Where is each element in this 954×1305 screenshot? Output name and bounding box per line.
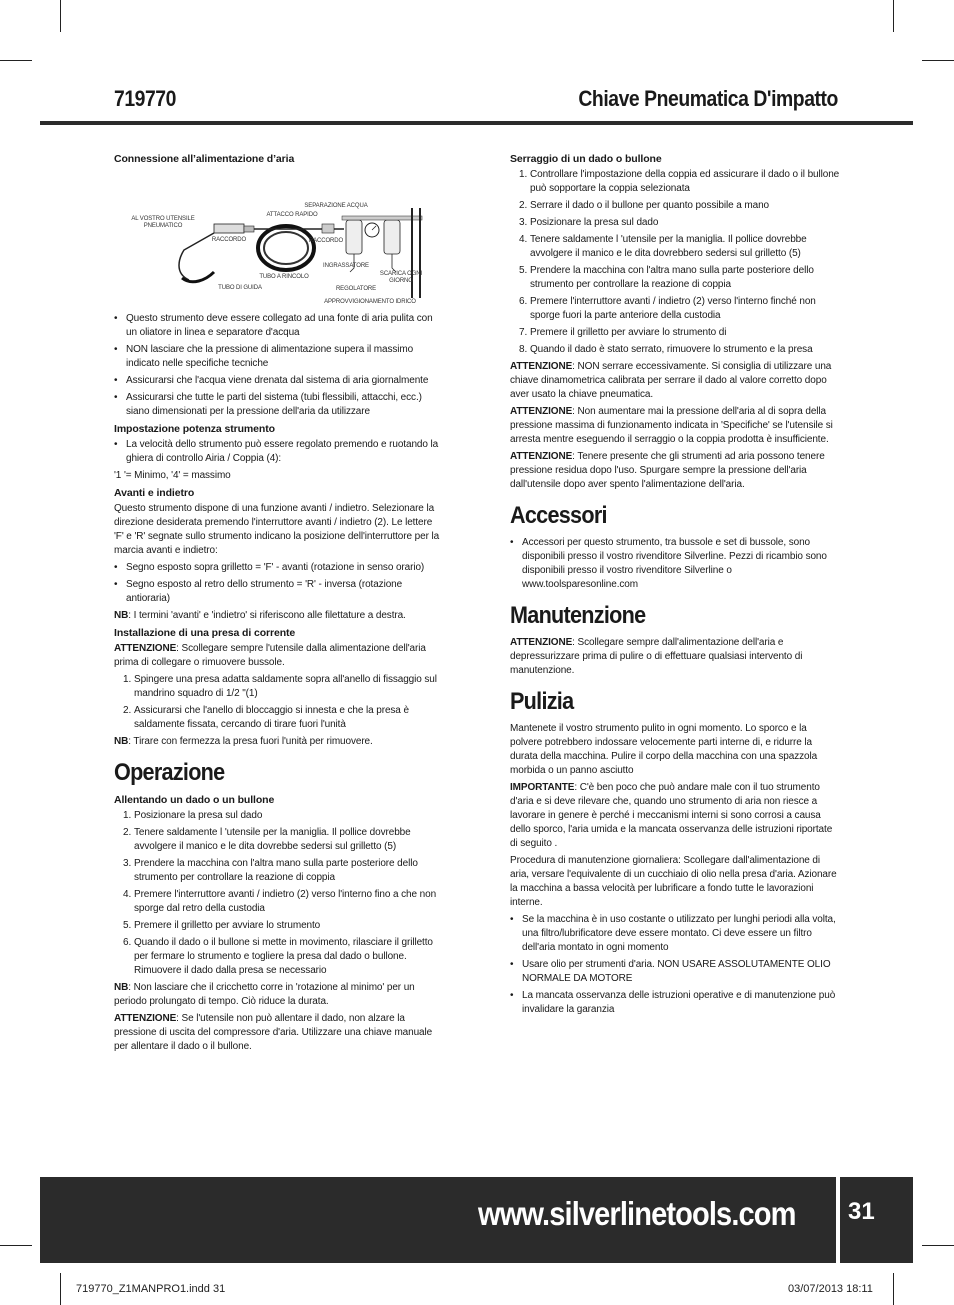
step-number: 2. [123, 827, 132, 838]
step-number: 6. [519, 296, 528, 307]
list-item [114, 704, 444, 732]
header-rule [40, 121, 913, 125]
attenzione-label: ATTENZIONE [510, 406, 573, 417]
label-regolatore: REGOLATORE [335, 286, 377, 292]
list-item: • NON lasciare che la pressione di alimentazione supera il massimo indicato nelle specifiche tecniche [114, 343, 444, 371]
connessione-bullets [114, 312, 444, 419]
list-item [114, 857, 444, 885]
impostazione-heading: Impostazione potenza strumento [114, 423, 275, 435]
crop-mark [893, 1273, 894, 1305]
list-item: • Questo strumento deve essere collegato ad una fonte di aria pulita con un oliatore in linea e separatore d'acqua [114, 312, 444, 340]
step-number: 2. [123, 705, 132, 716]
attenzione-text: : Non aumentare mai la pressione dell'aria al di sopra della pressione massima di funzionamento indicata in 'Specifiche' se l'utensile si arresta mentre eseguendo il serraggio o la coppia prodotta è insufficiente. [510, 406, 833, 445]
step-number: 2. [519, 200, 528, 211]
air-supply-diagram-graphic [114, 168, 444, 308]
allentando-heading: Allentando un dado o un bullone [114, 794, 275, 806]
step-text: Quando il dado è stato serrato, rimuovere lo strumento e la presa [530, 344, 813, 355]
serraggio-attenzione-1 [510, 360, 840, 402]
slug-file: 719770_Z1MANPRO1.indd 31 [76, 1283, 226, 1295]
crop-mark [922, 60, 954, 61]
nb-text: : I termini 'avanti' e 'indietro' si riferiscono alle filettature a destra. [128, 610, 406, 621]
allentando-nb [114, 981, 444, 1009]
step-text: Controllare l'impostazione della coppia ed assicurare il dado o il bullone può sopportare la coppia selezionata [530, 169, 840, 194]
attenzione-text: : Se l'utensile non può allentare il dado, non alzare la pressione di uscita del compressore d'aria. Utilizzare una chiave manuale per allentare il dado o il bullone. [114, 1013, 433, 1052]
pulizia-paragraph: Mantenete il vostro strumento pulito in ogni momento. Lo sporco e la polvere potrebbero indossare velocemente parti interne di, e ridurre la durata della macchina. Pulire il corpo della macchina con una spazzola morbida o un panno asciutto [510, 723, 818, 776]
installazione-nb [114, 735, 444, 749]
label-al-vostro: AL VOSTRO UTENSILE PNEUMATICO [131, 216, 195, 229]
step-number: 4. [123, 889, 132, 900]
nb-label: NB [114, 736, 129, 747]
step-text: Serrare il dado o il bullone per quanto possibile a mano [530, 200, 770, 211]
attenzione-text: : Scollegare sempre dall'alimentazione dell'aria e depressurizzare prima di pulire o di effettuare qualsiasi intervento di manutenzione. [510, 637, 803, 676]
attenzione-label: ATTENZIONE [510, 451, 573, 462]
step-number: 1. [123, 810, 132, 821]
air-supply-diagram [114, 168, 444, 308]
manutenzione-heading: Manutenzione [510, 602, 646, 629]
attenzione-text: : NON serrare eccessivamente. Si consiglia di utilizzare una chiave dinamometrica calibrata per serrare il dado al valore corretto dopo aver usato la chiave pneumatica. [510, 361, 832, 400]
accessori-heading: Accessori [510, 502, 607, 529]
installazione-heading: Installazione di una presa di corrente [114, 627, 296, 639]
website-url[interactable]: www.silverlinetools.com [478, 1195, 796, 1232]
list-item [114, 919, 444, 933]
step-number: 6. [123, 937, 132, 948]
right-column [510, 152, 840, 1020]
list-item [114, 826, 444, 854]
step-number: 5. [519, 265, 528, 276]
step-number: 4. [519, 234, 528, 245]
attenzione-label: ATTENZIONE [114, 1013, 177, 1024]
label-raccordo-2: RACCORDO [308, 238, 344, 244]
step-text: Premere l'interruttore avanti / indietro (2) verso l'interno fino a che non sporge dal retro della custodia [134, 889, 437, 914]
allentando-attenzione [114, 1012, 444, 1054]
list-item [114, 936, 444, 978]
list-item: • Segno esposto sopra grilletto = 'F' - avanti (rotazione in senso orario) [114, 561, 444, 575]
importante-label: IMPORTANTE [510, 782, 575, 793]
installazione-attenzione [114, 642, 444, 670]
serraggio-steps [510, 168, 840, 357]
pulizia-heading: Pulizia [510, 688, 574, 715]
step-number: 3. [519, 217, 528, 228]
crop-mark [0, 1245, 32, 1246]
list-item [510, 233, 840, 261]
label-raccordo-1: RACCORDO [211, 237, 247, 243]
list-item [114, 888, 444, 916]
list-item: • Accessori per questo strumento, tra bussole e set di bussole, sono disponibili presso il vostro rivenditore Silverline. Pezzi di ricambio sono disponibili presso il vostro rivenditore Silverline o www.toolsparesonline.com [510, 536, 840, 592]
connessione-heading: Connessione all’alimentazione d’aria [114, 153, 295, 165]
list-item: • La velocità dello strumento può essere regolato premendo e ruotando la ghiera di controllo Airia / Coppia (4): [114, 438, 444, 466]
serraggio-heading: Serraggio di un dado o bullone [510, 153, 662, 165]
importante-text: : C'è ben poco che può andare male con il tuo strumento d'aria e si deve rilevare che, quando uno strumento di aria non riesce a lavorare in genere è perché i meccanismi interni si sono corrosi a causa dello sporco, l'aria umida e la mancata osservanza delle istruzioni riportate di seguito . [510, 782, 833, 849]
nb-label: NB [114, 982, 129, 993]
list-item [510, 295, 840, 323]
step-text: Tenere saldamente l 'utensile per la maniglia. Il pollice dovrebbe avvolgere il manico e le dita dovrebbe sedersi sul grilletto (5) [134, 827, 411, 852]
list-item: • Se la macchina è in uso costante o utilizzato per lunghi periodi alla volta, una filtro/lubrificatore deve essere montato. Ci deve essere un filtro dell'aria montato in ogni momento [510, 913, 840, 955]
step-number: 8. [519, 344, 528, 355]
step-text: Premere l'interruttore avanti / indietro (2) verso l'interno finché non sporge fuori la parte anteriore della custodia [530, 296, 816, 321]
attenzione-label: ATTENZIONE [114, 643, 177, 654]
list-item [510, 199, 840, 213]
crop-mark [0, 60, 32, 61]
nb-text: : Tirare con fermezza la presa fuori l'unità per rimuovere. [128, 736, 373, 747]
step-number: 5. [123, 920, 132, 931]
step-number: 7. [519, 327, 528, 338]
page-title: Chiave Pneumatica D'impatto [578, 86, 838, 111]
list-item: • La mancata osservanza delle istruzioni operative e di manutenzione può invalidare la garanzia [510, 989, 840, 1017]
list-item [114, 673, 444, 701]
attenzione-label: ATTENZIONE [510, 637, 573, 648]
step-text: Posizionare la presa sul dado [530, 217, 659, 228]
list-item: • Usare olio per strumenti d'aria. NON USARE ASSOLUTAMENTE OLIO NORMALE DA MOTORE [510, 958, 840, 986]
step-number: 1. [123, 674, 132, 685]
label-approvvigionamento: APPROVVIGIONAMENTO IDRICO [324, 299, 416, 305]
list-item [510, 343, 840, 357]
nb-text: : Non lasciare che il cricchetto corre in 'rotazione al minimo' per un periodo prolungato di tempo. Ciò riduce la durata. [114, 982, 415, 1007]
attenzione-label: ATTENZIONE [510, 361, 573, 372]
serraggio-attenzione-3 [510, 450, 840, 492]
step-text: Assicurarsi che l'anello di bloccaggio si innesta e che la presa è saldamente fissata, cercando di tirare fuori l'unità [134, 705, 409, 730]
list-item: • Assicurarsi che l'acqua viene drenata dal sistema di aria giornalmente [114, 374, 444, 388]
crop-mark [60, 0, 61, 32]
list-item: • Segno esposto al retro dello strumento = 'R' - inversa (rotazione antioraria) [114, 578, 444, 606]
avanti-bullets [114, 561, 444, 606]
nb-label: NB [114, 610, 129, 621]
list-item: • Assicurarsi che tutte le parti del sistema (tubi flessibili, attacchi, ecc.) siano dimensionati per la pressione dell'aria da utilizzare [114, 391, 444, 419]
step-text: Quando il dado o il bullone si mette in movimento, rilasciare il grilletto per fermare lo strumento e togliere la presa dal dado o bullone. Rimuovere il dado dalla presa se necessario [134, 937, 433, 976]
label-ingrassatore: INGRASSATORE [323, 263, 369, 269]
manutenzione-attenzione [510, 636, 840, 678]
page-number: 31 [848, 1198, 875, 1225]
list-item [510, 326, 840, 340]
pulizia-procedura: Procedura di manutenzione giornaliera: Scollegare dall'alimentazione di aria, versare l'equivalente di un cucchiaio di olio nella presa d'aria. Azionare la macchina a bassa velocità per lubrificare a fondo tutte le lavorazioni interne. [510, 855, 837, 908]
list-item [510, 264, 840, 292]
label-tubo-guida: TUBO DI GUIDA [218, 285, 262, 291]
label-scarica: SCARICA OGNI GIORNO [379, 271, 423, 284]
accessori-bullets [510, 536, 840, 592]
attenzione-text: : Scollegare sempre l'utensile dalla alimentazione dell'aria prima di collegare o rimuovere bussole. [114, 643, 426, 668]
list-item [510, 168, 840, 196]
step-text: Premere il grilletto per avviare lo strumento [134, 920, 321, 931]
step-number: 1. [519, 169, 528, 180]
impostazione-note: '1 '= Minimo, '4' = massimo [114, 470, 231, 481]
avanti-nb [114, 609, 444, 623]
allentando-steps [114, 809, 444, 978]
page-number-divider [836, 1177, 840, 1263]
step-text: Posizionare la presa sul dado [134, 810, 263, 821]
left-column [114, 152, 444, 1057]
avanti-text: Questo strumento dispone di una funzione avanti / indietro. Selezionare la direzione desiderata premendo l'interruttore avanti / indietro (2). Le lettere 'F' e 'R' segnate sullo strumento indicano la posizione dell'interruttore per la marcia avanti e indietro: [114, 503, 440, 556]
pulizia-importante [510, 781, 840, 851]
crop-mark [893, 0, 894, 32]
step-text: Prendere la macchina con l'altra mano sulla parte posteriore dello strumento per controllare la reazione di coppia [530, 265, 814, 290]
step-text: Spingere una presa adatta saldamente sopra all'anello di fissaggio sul mandrino squadro di 1/2 "(1) [134, 674, 437, 699]
label-attacco-rapido: ATTACCO RAPIDO [266, 212, 318, 218]
list-item [114, 809, 444, 823]
crop-mark [922, 1245, 954, 1246]
product-code: 719770 [114, 86, 176, 111]
step-number: 3. [123, 858, 132, 869]
installazione-steps [114, 673, 444, 732]
crop-mark [60, 1273, 61, 1305]
label-tubo-rincolo: TUBO A RINCOLO [259, 274, 309, 280]
step-text: Premere il grilletto per avviare lo strumento di [530, 327, 727, 338]
impostazione-bullets [114, 438, 444, 466]
step-text: Prendere la macchina con l'altra mano sulla parte posteriore dello strumento per controllare la reazione di coppia [134, 858, 418, 883]
step-text: Tenere saldamente l 'utensile per la maniglia. Il pollice dovrebbe avvolgere il manico e le dita dovrebbero sedersi sul grilletto (5) [530, 234, 807, 259]
label-separazione: SEPARAZIONE ACQUA [304, 203, 368, 209]
slug-date: 03/07/2013 18:11 [788, 1283, 873, 1295]
pulizia-bullets [510, 913, 840, 1017]
operazione-heading: Operazione [114, 759, 225, 786]
avanti-heading: Avanti e indietro [114, 487, 195, 499]
list-item [510, 216, 840, 230]
attenzione-text: : Tenere presente che gli strumenti ad aria possono tenere pressione residua dopo l'uso. Spurgare sempre la pressione dell'aria dall'utensile dopo aver spento l'alimentazione dell'aria. [510, 451, 825, 490]
serraggio-attenzione-2 [510, 405, 840, 447]
